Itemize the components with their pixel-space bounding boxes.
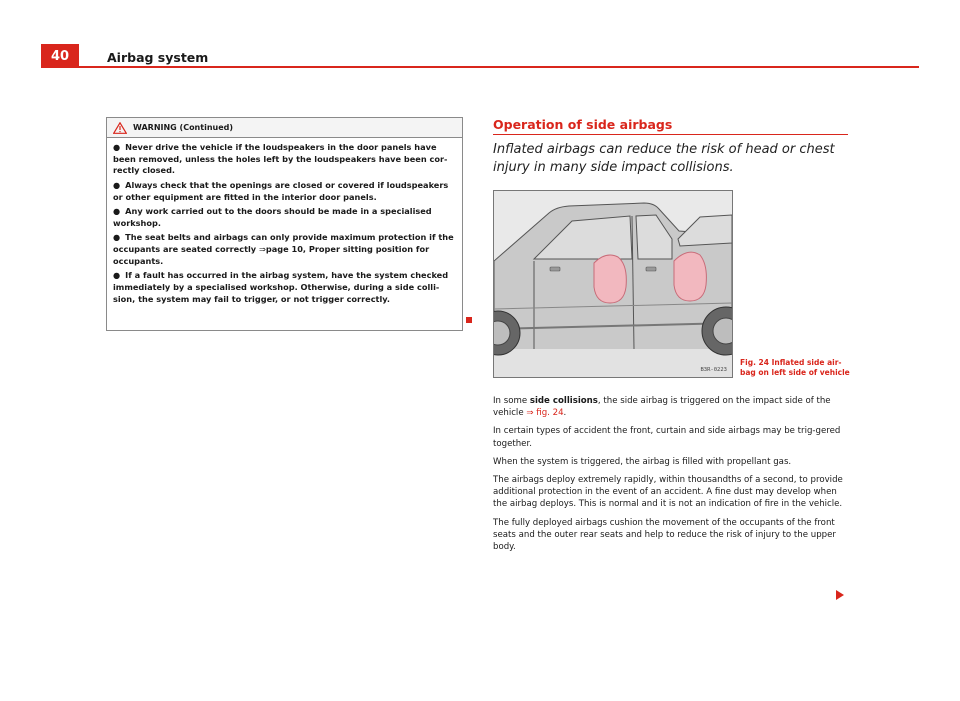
warning-item: ● If a fault has occurred in the airbag system, have the system checked immediately by a specialised workshop. Otherwise, during a side colli-sion, the system may fail to trigger, or not trigger correctly. bbox=[113, 270, 449, 304]
bullet-icon: ● bbox=[113, 179, 121, 190]
paragraph: The fully deployed airbags cushion the movement of the occupants of the front seats and the outer rear seats and help to reduce the risk of injury to the upper body. bbox=[493, 517, 836, 553]
paragraph: In some side collisions, the side airbag is triggered on the impact side of the vehicle ⇒ fig. 24. bbox=[493, 396, 831, 419]
warning-item: ● The seat belts and airbags can only provide maximum protection if the occupants are seated correctly ⇒page 10, Proper sitting position for occupants. bbox=[113, 232, 454, 266]
section-title: Operation of side airbags bbox=[493, 117, 673, 132]
bullet-icon: ● bbox=[113, 270, 121, 281]
lead-text: Inflated airbags can reduce the risk of head or chest injury in many side impact collisions. bbox=[493, 142, 835, 176]
section-end-marker bbox=[466, 317, 472, 323]
paragraph: In certain types of accident the front, curtain and side airbags may be trig-gered together. bbox=[493, 426, 841, 449]
warning-body bbox=[107, 138, 462, 305]
warning-title: WARNING (Continued) bbox=[133, 123, 234, 132]
figure-reference-link[interactable]: ⇒ fig. 24 bbox=[526, 408, 564, 419]
header-rule bbox=[79, 66, 919, 68]
continued-arrow-icon bbox=[836, 590, 844, 600]
arrow-icon: ⇒ bbox=[259, 244, 266, 255]
chapter-title: Airbag system bbox=[107, 50, 209, 65]
warning-header bbox=[107, 118, 462, 138]
page-reference-link[interactable]: page 10, Proper sitting position for occupants. bbox=[113, 244, 430, 266]
page-header bbox=[0, 0, 960, 80]
paragraph: The airbags deploy extremely rapidly, within thousandths of a second, to provide additional protection in the event of an accident. A fine dust may develop when the airbag deploys. This is normal and it is not an indication of fire in the vehicle. bbox=[493, 475, 843, 510]
bullet-icon: ● bbox=[113, 206, 121, 217]
page-number: 40 bbox=[41, 44, 79, 68]
warning-item: ● Always check that the openings are closed or covered if loudspeakers or other equipment are fitted in the interior door panels. bbox=[113, 179, 449, 202]
figure-side-airbag bbox=[493, 190, 733, 378]
warning-triangle-icon bbox=[113, 122, 127, 134]
body-text bbox=[493, 395, 853, 559]
warning-box bbox=[106, 117, 463, 331]
warning-item: ● Never drive the vehicle if the loudspeakers in the door panels have been removed, unless the holes left by the loudspeakers have been cor-rectly closed. bbox=[113, 142, 448, 176]
warning-item: ● Any work carried out to the doors should be made in a specialised workshop. bbox=[113, 206, 432, 228]
car-illustration bbox=[494, 191, 732, 377]
section-rule bbox=[493, 134, 848, 135]
figure-caption: Fig. 24 Inflated side air-bag on left side of vehicle bbox=[740, 358, 850, 377]
bullet-icon: ● bbox=[113, 142, 121, 152]
paragraph: When the system is triggered, the airbag is filled with propellant gas. bbox=[493, 456, 792, 467]
bullet-icon: ● bbox=[113, 232, 121, 243]
figure-code: B3R-0223 bbox=[700, 367, 727, 373]
